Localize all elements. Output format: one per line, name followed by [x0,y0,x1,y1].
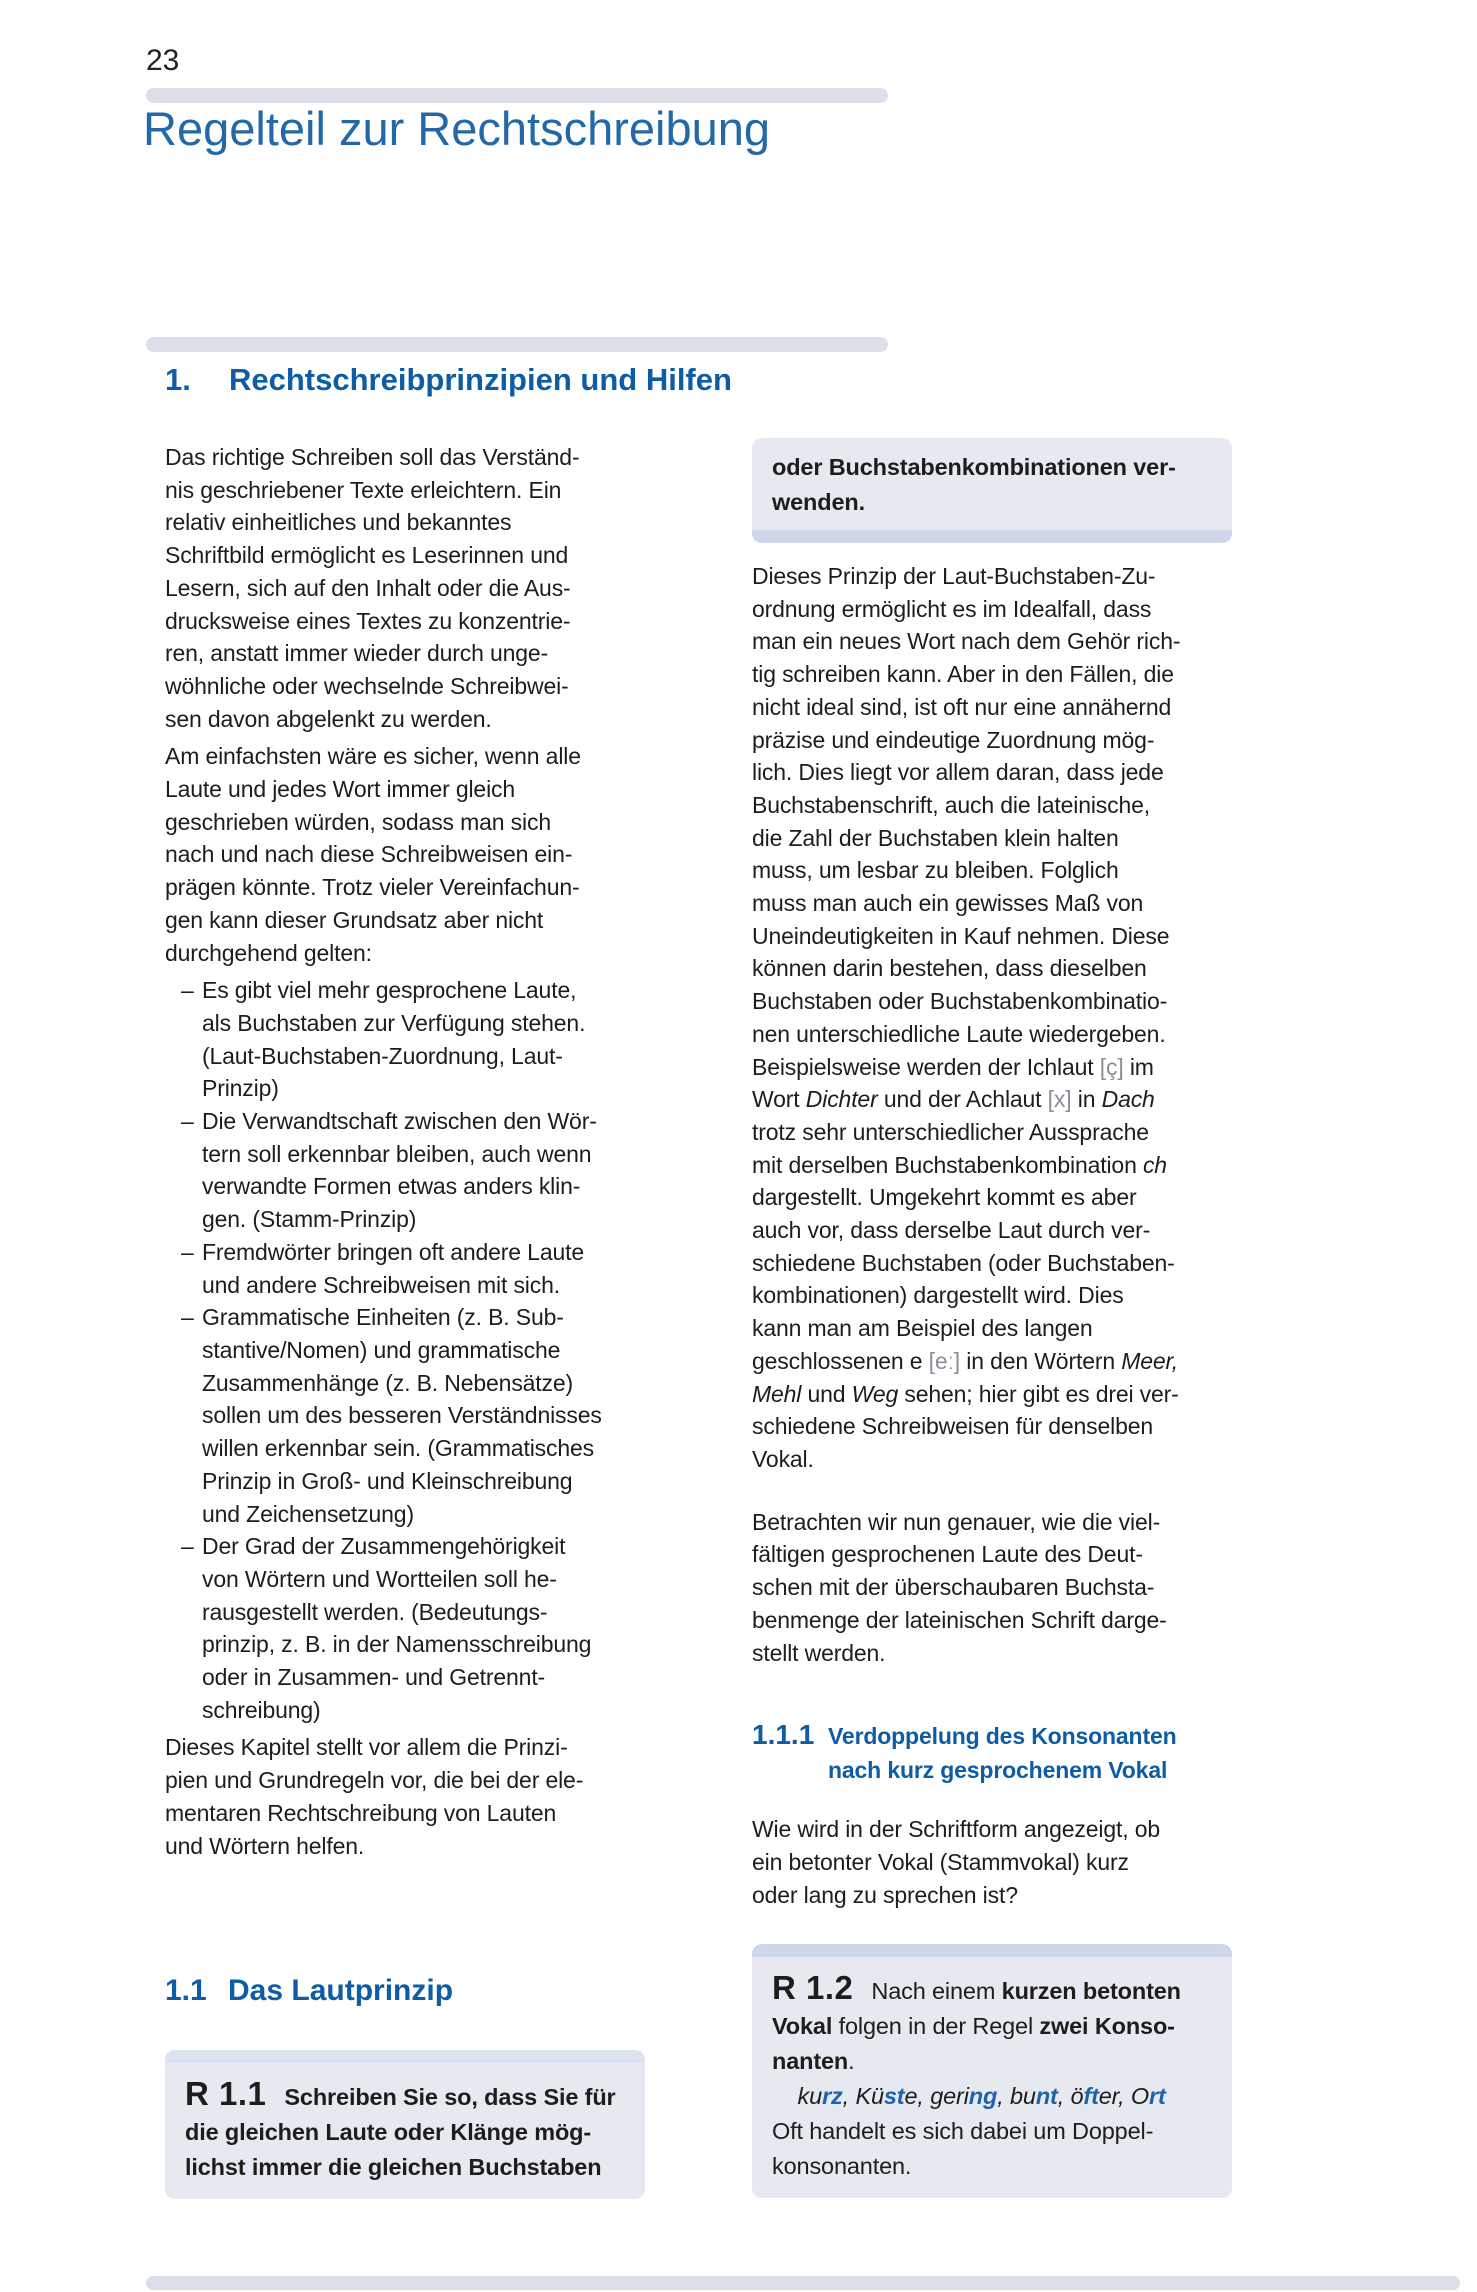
subsection-title: Das Lautprinzip [228,1974,454,2008]
text-line: nen unterschiedliche Laute wiedergeben. [752,1020,1166,1047]
text-line: oder lang zu sprechen ist? [752,1881,1018,1908]
rule-box-text [752,438,1232,530]
text-line: Uneindeutigkeiten in Kauf nehmen. Diese [752,922,1170,949]
text-line: wenden. [772,489,865,515]
bullet-dash: – [181,1238,194,1265]
text-line: Das richtige Schreiben soll das Verständ- [165,444,580,470]
text-line: mentaren Rechtschreibung von Lauten [165,1799,557,1826]
text-line: ein betonter Vokal (Stammvokal) kurz [752,1848,1129,1875]
bullet-item [165,1236,645,1301]
text-line: nach kurz gesprochenem Vokal [828,1757,1168,1784]
paragraph [165,441,645,735]
text-line: auch vor, dass derselbe Laut durch ver- [752,1217,1151,1244]
text-line: Laute und jedes Wort immer gleich [165,776,516,803]
paragraph [165,1731,645,1862]
text-line: präzise und eindeutige Zuordnung mög- [752,726,1155,753]
text-line: benmenge der lateinischen Schrift darge- [752,1606,1167,1633]
rule-box-continuation [752,438,1232,543]
text-line: R 1.1 Schreiben Sie so, dass Sie für [185,2075,616,2113]
text-line: gen. (Stamm-Prinzip) [202,1206,417,1233]
bullet-dash: – [181,1304,194,1331]
text-line: Der Grad der Zusammengehörigkeit [202,1533,566,1560]
bullet-dash: – [181,1533,194,1560]
rule-box-cap [752,1944,1232,1957]
paragraph [165,740,645,969]
rule-box-text [752,1957,1232,2198]
text-line: Buchstabenschrift, auch die lateinische, [752,791,1151,818]
rule-box-r1-1 [165,2050,645,2199]
text-line: lich. Dies liegt vor allem daran, dass jede [752,759,1164,786]
text-line: muss, um lesbar zu bleiben. Folglich [752,857,1119,884]
text-line: trotz sehr unterschiedlicher Aussprache [752,1118,1149,1145]
text-line: und Zeichensetzung) [202,1500,414,1527]
subsection-number: 1.1.1 [752,1719,815,1751]
text-line: lichst immer die gleichen Buchstaben [185,2154,602,2181]
text-line: kombinationen) dargestellt wird. Dies [752,1282,1124,1309]
subsection-heading-1-1 [165,1974,645,2008]
text-line: Oft handelt es sich dabei um Doppel- [772,2118,1154,2145]
text-line: (Laut-Buchstaben-Zuordnung, Laut- [202,1042,563,1069]
text-line: ordnung ermöglicht es im Idealfall, dass [752,595,1152,622]
text-line: prinzip, z. B. in der Namensschreibung [202,1631,592,1658]
text-line: Vokal. [752,1445,814,1472]
text-line: Schriftbild ermöglicht es Leserinnen und [165,542,569,569]
text-line: kann man am Beispiel des langen [752,1315,1093,1342]
text-line: oder Buchstabenkombinationen ver- [772,454,1176,480]
paragraph [752,1813,1232,1911]
subsection-number: 1.1 [165,1974,207,2008]
text-line: durchgehend gelten: [165,939,372,966]
text-line: und Wörtern helfen. [165,1832,365,1859]
text-line: konsonanten. [772,2153,912,2180]
text-line: willen erkennbar sein. (Grammatisches [202,1435,594,1462]
text-line: drucksweise eines Textes zu konzentrie- [165,607,571,634]
text-line: Dieses Kapitel stellt vor allem die Prinzi- [165,1734,568,1761]
text-line: muss man auch ein gewisses Maß von [752,890,1144,917]
rule-box-r1-2 [752,1944,1232,2198]
text-line: sollen um des besseren Verständnisses [202,1402,602,1429]
text-line: Zusammenhänge (z. B. Nebensätze) [202,1369,574,1396]
paragraph [752,1506,1232,1670]
text-line: schreibung) [202,1696,321,1723]
bullet-item [165,1301,645,1530]
paragraph [752,560,1232,1476]
text-line: Buchstaben oder Buchstabenkombinatio- [752,988,1168,1015]
text-line: die Zahl der Buchstaben klein halten [752,824,1119,851]
divider-bar-section [146,337,888,352]
text-line: Wort Dichter und der Achlaut [x] in Dach [752,1086,1155,1113]
text-line: dargestellt. Umgekehrt kommt es aber [752,1184,1137,1211]
text-line: stantive/Nomen) und grammatische [202,1336,561,1363]
text-line: nanten. [772,2048,855,2075]
text-line: Mehl und Weg sehen; hier gibt es drei ver- [752,1380,1179,1407]
text-line: wöhnliche oder wechselnde Schreibwei- [165,672,569,699]
bullet-item [165,1105,645,1236]
text-line: gen kann dieser Grundsatz aber nicht [165,906,544,933]
text-line: tig schreiben kann. Aber in den Fällen, die [752,661,1174,688]
text-line: nach und nach diese Schreibweisen ein- [165,841,573,868]
bullet-dash: – [181,1108,194,1135]
text-line: mit derselben Buchstabenkombination ch [752,1151,1167,1178]
text-line: relativ einheitliches und bekanntes [165,509,512,536]
text-line: und andere Schreibweisen mit sich. [202,1271,560,1298]
text-line: pien und Grundregeln vor, die bei der ele- [165,1767,584,1794]
text-line: Wie wird in der Schriftform angezeigt, ob [752,1816,1161,1843]
text-line: R 1.2 Nach einem kurzen betonten [772,1969,1181,2007]
text-line: rausgestellt werden. (Bedeutungs- [202,1598,548,1625]
text-line: man ein neues Wort nach dem Gehör rich- [752,628,1181,655]
text-line: oder in Zusammen- und Getrennt- [202,1664,546,1691]
text-line: Die Verwandtschaft zwischen den Wör- [202,1108,597,1135]
bullet-list [165,974,645,1726]
subsection-heading-1-1-1 [752,1719,1232,1787]
text-line: als Buchstaben zur Verfügung stehen. [202,1009,586,1036]
text-line: Dieses Prinzip der Laut-Buchstaben-Zu- [752,563,1156,589]
text-line: geschlossenen e [eː] in den Wörtern Meer, [752,1347,1179,1374]
text-line: Am einfachsten wäre es sicher, wenn alle [165,743,581,770]
section-title: Rechtschreibprinzipien und Hilfen [229,362,732,397]
subsection-title [828,1719,1177,1787]
text-line: Es gibt viel mehr gesprochene Laute, [202,977,577,1004]
text-line: schiedene Schreibweisen für denselben [752,1413,1154,1440]
left-column [165,441,645,2199]
bullet-item [165,974,645,1105]
text-line: Beispielsweise werden der Ichlaut [ç] im [752,1053,1154,1080]
rule-box-text [165,2063,645,2199]
bullet-dash: – [181,977,194,1004]
text-line: stellt werden. [752,1639,886,1666]
text-line: Vokal folgen in der Regel zwei Konso- [772,2013,1175,2040]
rule-box-cap [165,2050,645,2063]
right-column [752,438,1232,2198]
text-line: schen mit der überschaubaren Buchsta- [752,1574,1155,1601]
text-line: Prinzip) [202,1075,279,1102]
text-line: tern soll erkennbar bleiben, auch wenn [202,1140,592,1167]
text-line: fältigen gesprochenen Laute des Deut- [752,1541,1143,1568]
text-line: schiedene Buchstaben (oder Buchstaben- [752,1249,1175,1276]
text-line: prägen könnte. Trotz vieler Vereinfachun- [165,874,580,901]
text-line: Fremdwörter bringen oft andere Laute [202,1238,584,1265]
text-line: Verdoppelung des Konsonanten [828,1723,1177,1750]
text-line: die gleichen Laute oder Klänge mög- [185,2119,592,2146]
rule-box-cap [752,530,1232,543]
text-line: kurz, Küste, gering, bunt, öfter, Ort [797,2083,1166,2110]
section-heading [165,362,732,398]
text-line: Betrachten wir nun genauer, wie die viel- [752,1508,1161,1535]
section-number: 1. [165,362,191,397]
text-line: können darin bestehen, dass dieselben [752,955,1147,982]
page-title: Regelteil zur Rechtschreibung [143,102,770,155]
text-line: Lesern, sich auf den Inhalt oder die Aus- [165,574,571,601]
text-line: Grammatische Einheiten (z. B. Sub- [202,1304,564,1331]
text-line: sen davon abgelenkt zu werden. [165,705,492,732]
text-line: ren, anstatt immer wieder durch unge- [165,640,549,667]
text-line: geschrieben würden, sodass man sich [165,808,551,835]
bullet-item [165,1530,645,1726]
text-line: von Wörtern und Wortteilen soll he- [202,1565,557,1592]
divider-bar-bottom [146,2276,1460,2290]
text-line: nicht ideal sind, ist oft nur eine annähernd [752,693,1172,720]
text-line: Prinzip in Groß- und Kleinschreibung [202,1467,573,1494]
text-line: verwandte Formen etwas anders klin- [202,1173,581,1200]
text-line: nis geschriebener Texte erleichtern. Ein [165,476,562,503]
page-number: 23 [146,44,180,77]
